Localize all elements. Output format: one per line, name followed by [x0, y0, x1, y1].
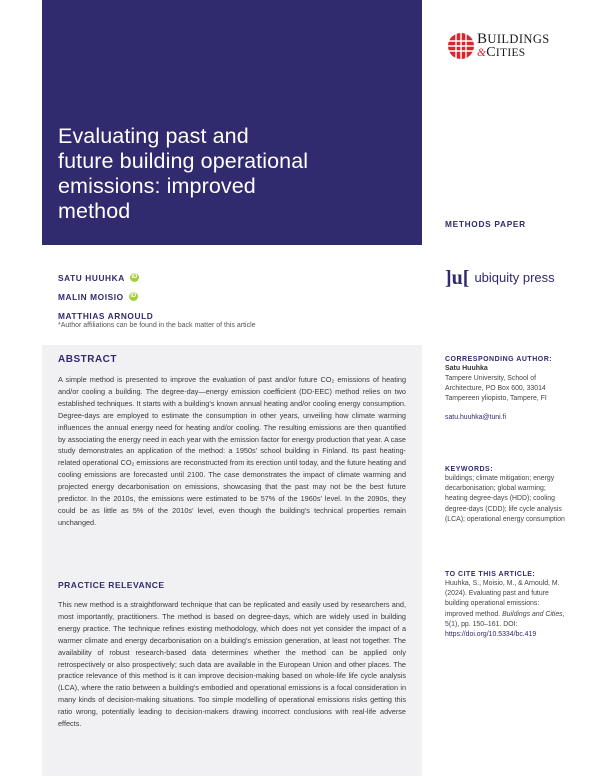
logo-ampersand: &: [477, 47, 487, 59]
corresponding-author-email[interactable]: satu.huuhka@tuni.fi: [445, 413, 507, 421]
citation-authors-title: Huuhka, S., Moisio, M., & Arnould, M. (2024). Evaluating past and future building operational emissions: improved method.: [445, 580, 560, 618]
citation-text: [445, 579, 565, 630]
citation-journal: Buildings and Cities: [502, 610, 563, 618]
practice-relevance-heading: PRACTICE RELEVANCE: [58, 580, 165, 590]
orcid-icon[interactable]: iD: [130, 293, 137, 299]
journal-logo: [447, 32, 562, 62]
citation-block: [445, 570, 565, 640]
logo-word: UILDINGS: [487, 32, 550, 46]
author-name: MATTHIAS ARNOULD: [58, 310, 154, 321]
practice-relevance-text: This new method is a straightforward technique that can be replicated and easily used by researchers and, most importantly, practitioners. The method is based on degree-days, which are widely used in building energy practice. The technique refines existing methodology, which does not yet consider the impact of a warmer climate and energy decarbonisation on a building's emission generation, at least not together. The availability of robust research-based data determines whether the method can be applied only retrospectively or also prospectively; such data are available in the European Union and other places. The practice relevance of this method is it can improve decision-making based on whole-life life cycle analysis (LCA), where the ratio between a building's embodied and operational emissions is a focal consideration in many kinds of decision-making situations. Too simple modelling of operational emissions risks getting this ratio wrong, potentially leading to decision-makers drawing incorrect conclusions with real-life adverse effects.: [58, 600, 406, 729]
corresponding-author-heading: CORRESPONDING AUTHOR:: [445, 356, 553, 363]
corresponding-author-address: Tampere University, School of Architecture, PO Box 600, 33014 Tampereen yliopisto, Tampere, FI: [445, 375, 547, 403]
author-name: SATU HUUHKA: [58, 272, 125, 283]
title-line: Evaluating past and: [58, 124, 249, 148]
logo-line-2: [477, 46, 550, 60]
citation-doi-link[interactable]: https://doi.org/10.5334/bc.419: [445, 631, 537, 639]
affiliation-note: *Author affiliations can be found in the back matter of this article: [58, 322, 256, 329]
keywords-text: buildings; climate mitigation; energy decarbonisation; global warming; heating degree-days (HDD); cooling degree-days (CDD); life cycle analysis (LCA); operational energy consumption: [445, 475, 565, 523]
author-list: [58, 268, 153, 325]
title-line: emissions: improved: [58, 174, 256, 198]
keywords-block: [445, 465, 565, 525]
publisher-logo: [445, 267, 555, 289]
citation-volume: , 5(1), pp. 150–161. DOI:: [445, 610, 565, 628]
logo-initial: B: [477, 31, 488, 47]
orcid-icon[interactable]: iD: [131, 274, 138, 280]
author: [58, 287, 153, 306]
logo-word: ITIES: [495, 47, 526, 59]
abstract-text: A simple method is presented to improve the evaluation of past and/or future CO₂ emissions of heating and/or cooling a building. The degree-day—energy emission coefficient (DD-EEC) method relies on two established techniques. It starts with a building's known annual heating and/or cooling energy consumption. Degree-days are employed to estimate the consumption in other years, unveiling how climate warming influences the annual energy need for heating and/or cooling. The resulting emissions are then quantified by associating the energy need in each year with the emission factor for energy production that year. A case study demonstrates an application of the method: a 1950s' school building in Finland. Its past heating-related operational CO₂ emissions are reconstructed from its erection until today, and the future heating and cooling emissions are forecasted until 2100. The case demonstrates the impact of climate warming and projected energy decarbonisation on emissions, showcasing that the past may not be the best future predictor. In the 2010s, the emissions were estimated to be 57% of the 1960s' level. In the 2090s, they could be as little as 5% of the 2010s' level, even though the building's technical properties remain unchanged.: [58, 375, 406, 527]
citation-heading: TO CITE THIS ARTICLE:: [445, 571, 536, 578]
ubiquity-mark: ]u[: [445, 267, 470, 289]
keywords-heading: KEYWORDS:: [445, 466, 494, 473]
article-title: [58, 124, 398, 224]
logo-initial: C: [486, 45, 496, 60]
corresponding-author-block: [445, 355, 565, 423]
paper-type-label: METHODS PAPER: [445, 219, 526, 229]
globe-logo-icon: [447, 32, 475, 60]
title-line: future building operational: [58, 149, 309, 173]
author: [58, 268, 153, 287]
title-line: method: [58, 199, 131, 223]
author-name: MALIN MOISIO: [58, 291, 124, 302]
abstract-heading: ABSTRACT: [58, 354, 117, 365]
open-access-icon: [385, 28, 411, 66]
publisher-name: ubiquity press: [474, 270, 555, 285]
corresponding-author-name: Satu Huuhka: [445, 365, 488, 372]
